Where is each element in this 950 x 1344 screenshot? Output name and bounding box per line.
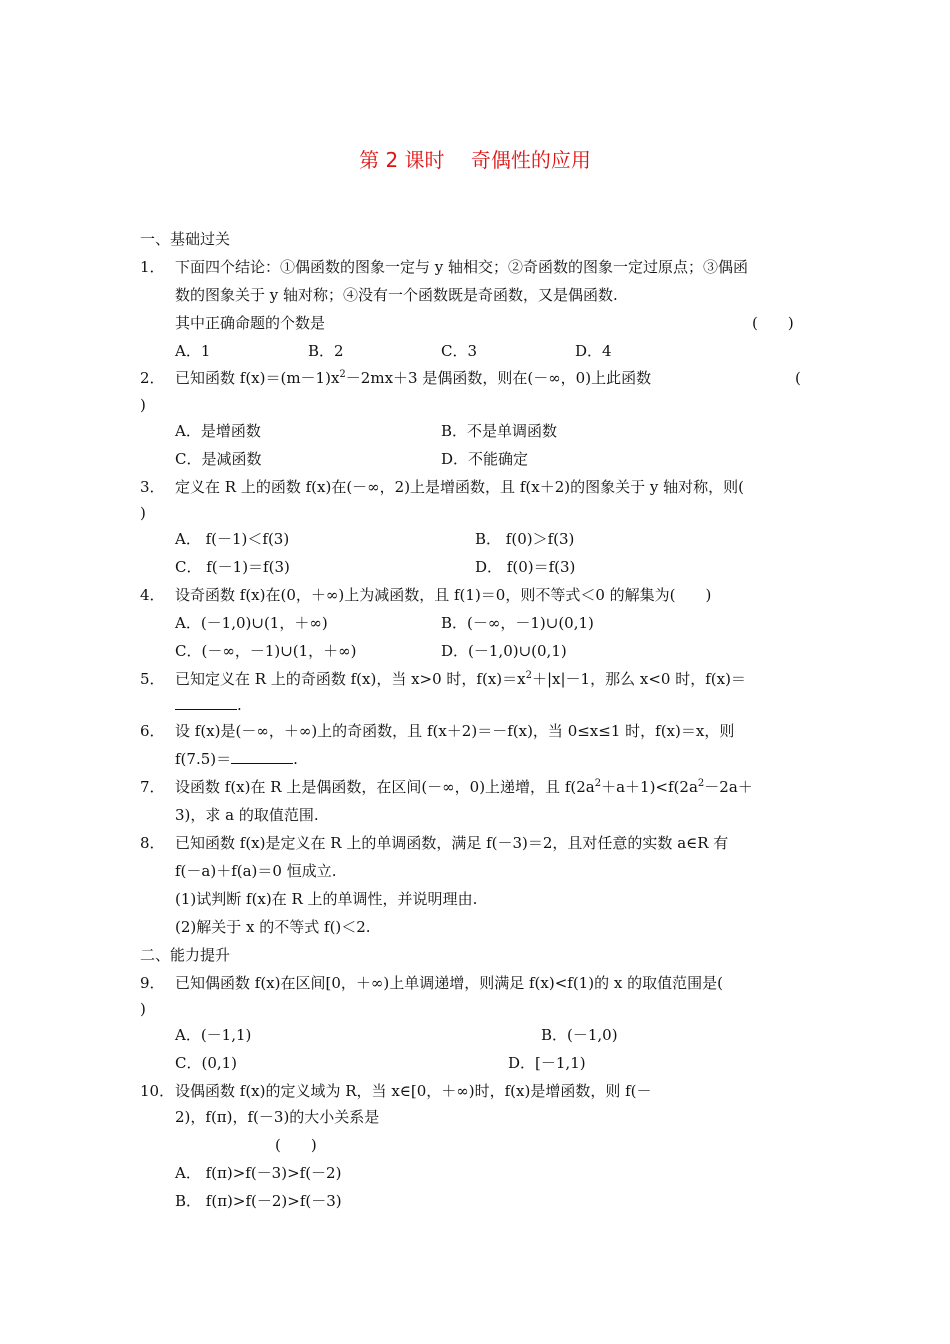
q3-line1: 定义在 R 上的函数 f(x)在(－∞，2)上是增函数，且 f(x＋2)的图象关于 y 轴对称，则( bbox=[175, 478, 744, 496]
question-number: 5． bbox=[140, 670, 165, 688]
q9-option-b: B．(－1,0) bbox=[541, 1026, 618, 1044]
q2-option-d: D．不能确定 bbox=[441, 450, 529, 468]
question-number: 2． bbox=[140, 369, 165, 387]
section-heading-advanced: 二、能力提升 bbox=[140, 946, 231, 964]
q9-option-a: A．(－1,1) bbox=[175, 1026, 252, 1044]
q6-line1: 设 f(x)是(－∞，＋∞)上的奇函数，且 f(x＋2)＝－f(x)，当 0≤x≤1 时，f(x)＝x，则 bbox=[175, 722, 735, 740]
question-number: 6． bbox=[140, 722, 165, 740]
q9-option-c: C．(0,1) bbox=[175, 1054, 238, 1072]
q2-option-c: C．是减函数 bbox=[175, 450, 262, 468]
q9-paren-close: ) bbox=[140, 1000, 146, 1018]
question-number: 9． bbox=[140, 974, 165, 992]
fill-in-blank[interactable] bbox=[175, 695, 237, 710]
q8-line2: f(－a)＋f(a)＝0 恒成立. bbox=[175, 862, 337, 880]
q1-line2: 数的图象关于 y 轴对称；④没有一个函数既是奇函数，又是偶函数. bbox=[175, 286, 618, 304]
question-number: 1． bbox=[140, 258, 165, 276]
q1-option-d: D．4 bbox=[575, 342, 612, 360]
question-number: 7． bbox=[140, 778, 165, 796]
q10-option-b: B． f(π)>f(－2)>f(－3) bbox=[175, 1192, 342, 1210]
q1-line3: 其中正确命题的个数是 bbox=[175, 314, 326, 332]
page-title: 第 2 课时 奇偶性的应用 bbox=[359, 148, 591, 172]
q7-line2: 3)，求 a 的取值范围. bbox=[175, 806, 319, 824]
q3-option-b: B． f(0)＞f(3) bbox=[475, 530, 575, 548]
answer-bracket: ( ) bbox=[752, 314, 794, 332]
q10-line2: 2)，f(π)，f(－3)的大小关系是 bbox=[175, 1108, 380, 1126]
q1-line1: 下面四个结论：①偶函数的图象一定与 y 轴相交；②奇函数的图象一定过原点；③偶函 bbox=[175, 258, 749, 276]
q1-option-b: B．2 bbox=[308, 342, 344, 360]
fill-in-blank[interactable] bbox=[231, 749, 293, 764]
q4-line1: 设奇函数 f(x)在(0，＋∞)上为减函数，且 f(1)＝0，则不等式＜0 的解集为( ) bbox=[175, 586, 712, 604]
question-number: 8． bbox=[140, 834, 165, 852]
q9-option-d: D．[－1,1) bbox=[508, 1054, 586, 1072]
q2-paren-open: ( bbox=[795, 369, 801, 387]
question-number: 3． bbox=[140, 478, 165, 496]
q2-option-a: A．是增函数 bbox=[175, 422, 261, 440]
q5-line1: 已知定义在 R 上的奇函数 f(x)，当 x>0 时，$f(x)=x^2+|x|-1$，那么 x<0 时，f(x)＝ bbox=[175, 670, 746, 688]
q2-option-b: B．不是单调函数 bbox=[441, 422, 558, 440]
q8-part2: (2)解关于 x 的不等式 f()＜2. bbox=[175, 918, 371, 936]
q4-option-d: D．(－1,0)∪(0,1) bbox=[441, 642, 567, 660]
section-heading-basic: 一、基础过关 bbox=[140, 230, 231, 248]
answer-bracket: ( ) bbox=[275, 1136, 317, 1154]
q1-option-c: C．3 bbox=[441, 342, 478, 360]
q3-option-c: C． f(－1)＝f(3) bbox=[175, 558, 290, 576]
q2-paren-close: ) bbox=[140, 396, 146, 414]
question-number: 10． bbox=[140, 1082, 175, 1100]
question-number: 4． bbox=[140, 586, 165, 604]
q5-line2: . bbox=[175, 695, 242, 715]
q10-option-a: A． f(π)>f(－3)>f(－2) bbox=[175, 1164, 342, 1182]
q4-option-a: A．(－1,0)∪(1，＋∞) bbox=[175, 614, 328, 632]
q3-option-d: D． f(0)＝f(3) bbox=[475, 558, 576, 576]
q9-line1: 已知偶函数 f(x)在区间[0，＋∞)上单调递增，则满足 f(x)<f(1)的 x 的取值范围是( bbox=[175, 974, 723, 992]
q3-option-a: A． f(－1)＜f(3) bbox=[175, 530, 290, 548]
q2-line1: 已知函数 $f(x)=(m-1)x^2-2mx+3$ 是偶函数，则在(－∞，0)上此函数 bbox=[175, 369, 652, 387]
q6-line2: f(7.5)＝ . bbox=[175, 750, 298, 768]
q4-option-c: C．(－∞，－1)∪(1，＋∞) bbox=[175, 642, 357, 660]
q8-part1: (1)试判断 f(x)在 R 上的单调性，并说明理由. bbox=[175, 890, 478, 908]
q8-line1: 已知函数 f(x)是定义在 R 上的单调函数，满足 f(－3)＝2，且对任意的实数 a∈R 有 bbox=[175, 834, 729, 852]
q3-paren-close: ) bbox=[140, 504, 146, 522]
q10-line1: 设偶函数 f(x)的定义域为 R，当 x∈[0，＋∞)时，f(x)是增函数，则 f(－ bbox=[175, 1082, 652, 1100]
q4-option-b: B．(－∞，－1)∪(0,1) bbox=[441, 614, 594, 632]
q7-line1: 设函数 f(x)在 R 上是偶函数，在区间(－∞，0)上递增，且 $f(2a^2+a+1)<f(2a^2-2a+$ bbox=[175, 778, 753, 796]
q1-option-a: A．1 bbox=[175, 342, 211, 360]
